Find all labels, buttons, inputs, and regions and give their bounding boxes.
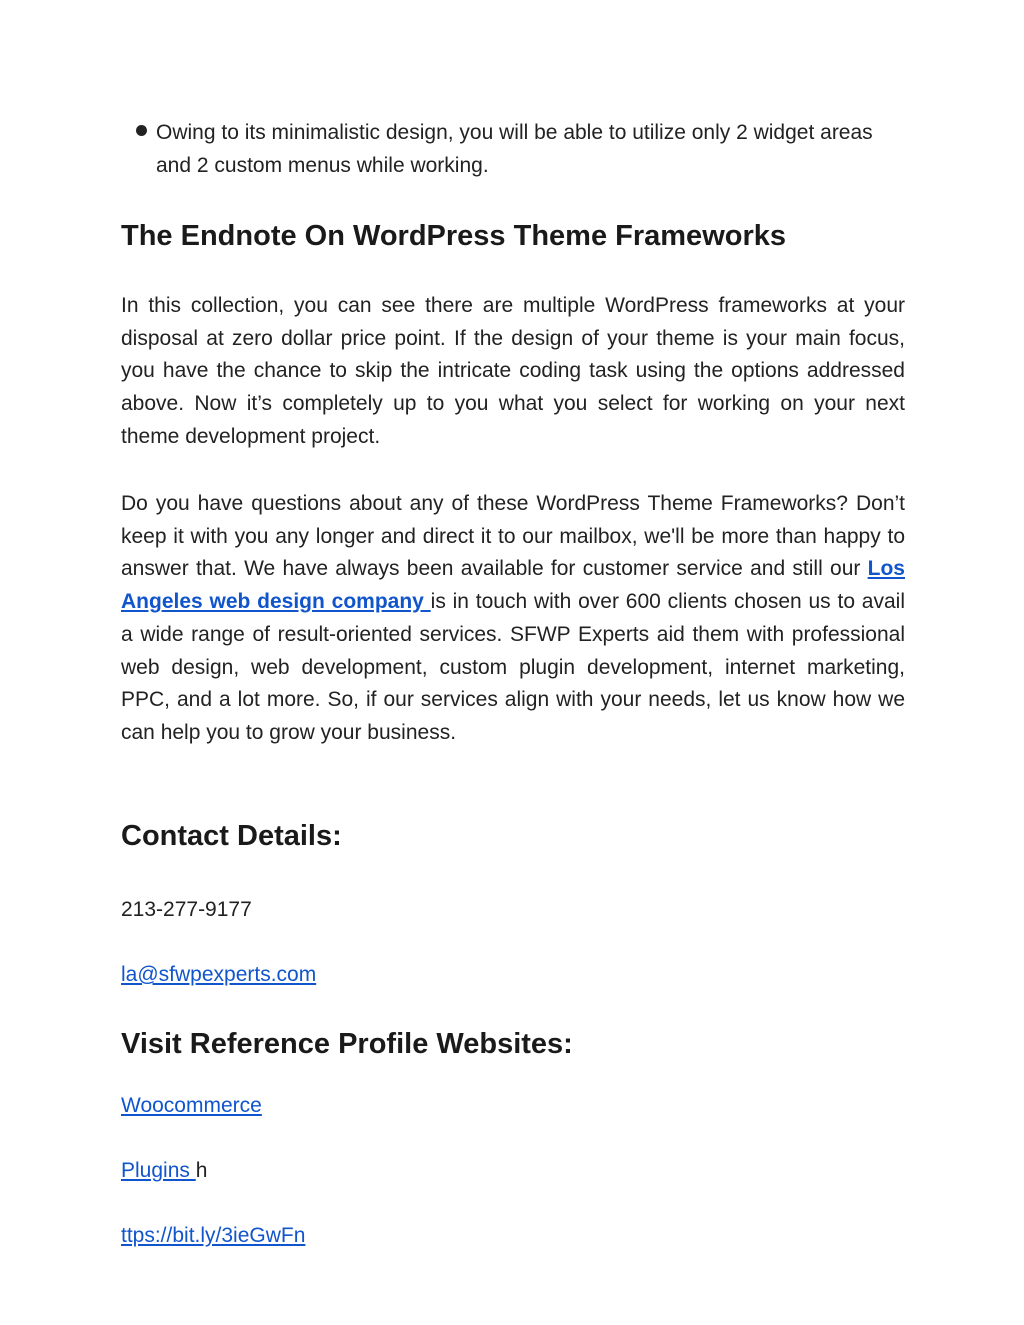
los-angeles-web-design-link[interactable]: Los Angeles web design company [121, 557, 905, 614]
phone-number: 213-277-9177 [121, 898, 252, 921]
plugins-line [121, 1156, 207, 1186]
bullet-dot-icon [136, 125, 147, 136]
plugins-trailing-text: h [195, 1159, 208, 1182]
section-heading-endnote: The Endnote On WordPress Theme Frameworks [121, 220, 787, 252]
email-link[interactable]: la@sfwpexperts.com [121, 963, 317, 986]
paragraph-collection: In this collection, you can see there are multiple WordPress frameworks at your disposal at zero dollar price point. If the design of your theme is your main focus, you have the chance to skip the intricate coding task using the options addressed above. Now it’s completely up to you what you select for working on your next theme development project. [121, 294, 905, 448]
contact-heading: Contact Details: [121, 820, 342, 852]
plugins-link[interactable]: Plugins [121, 1159, 196, 1182]
bullet-text: Owing to its minimalistic design, you will be able to utilize only 2 widget areas and 2 custom menus while working. [156, 121, 873, 177]
bitly-link[interactable]: ttps://bit.ly/3ieGwFn [121, 1224, 306, 1247]
reference-heading: Visit Reference Profile Websites: [121, 1028, 573, 1060]
bullet-item [156, 116, 876, 182]
woocommerce-link[interactable]: Woocommerce [121, 1094, 262, 1117]
paragraph-questions-text-end: is in touch with over 600 clients chosen us to avail a wide range of result-oriented services. SFWP Experts aid them with professional web design, web development, custom plugin development, internet marketing, PPC, and a lot more. So, if our services align with your needs, let us know how we can help you to grow your business. [121, 590, 905, 744]
paragraph-questions [121, 488, 905, 750]
paragraph-questions-text-start: Do you have questions about any of these WordPress Theme Frameworks? Don’t keep it with you any longer and direct it to our mailbox, we'll be more than happy to answer that. We have always been available for customer service and still our [121, 492, 905, 581]
